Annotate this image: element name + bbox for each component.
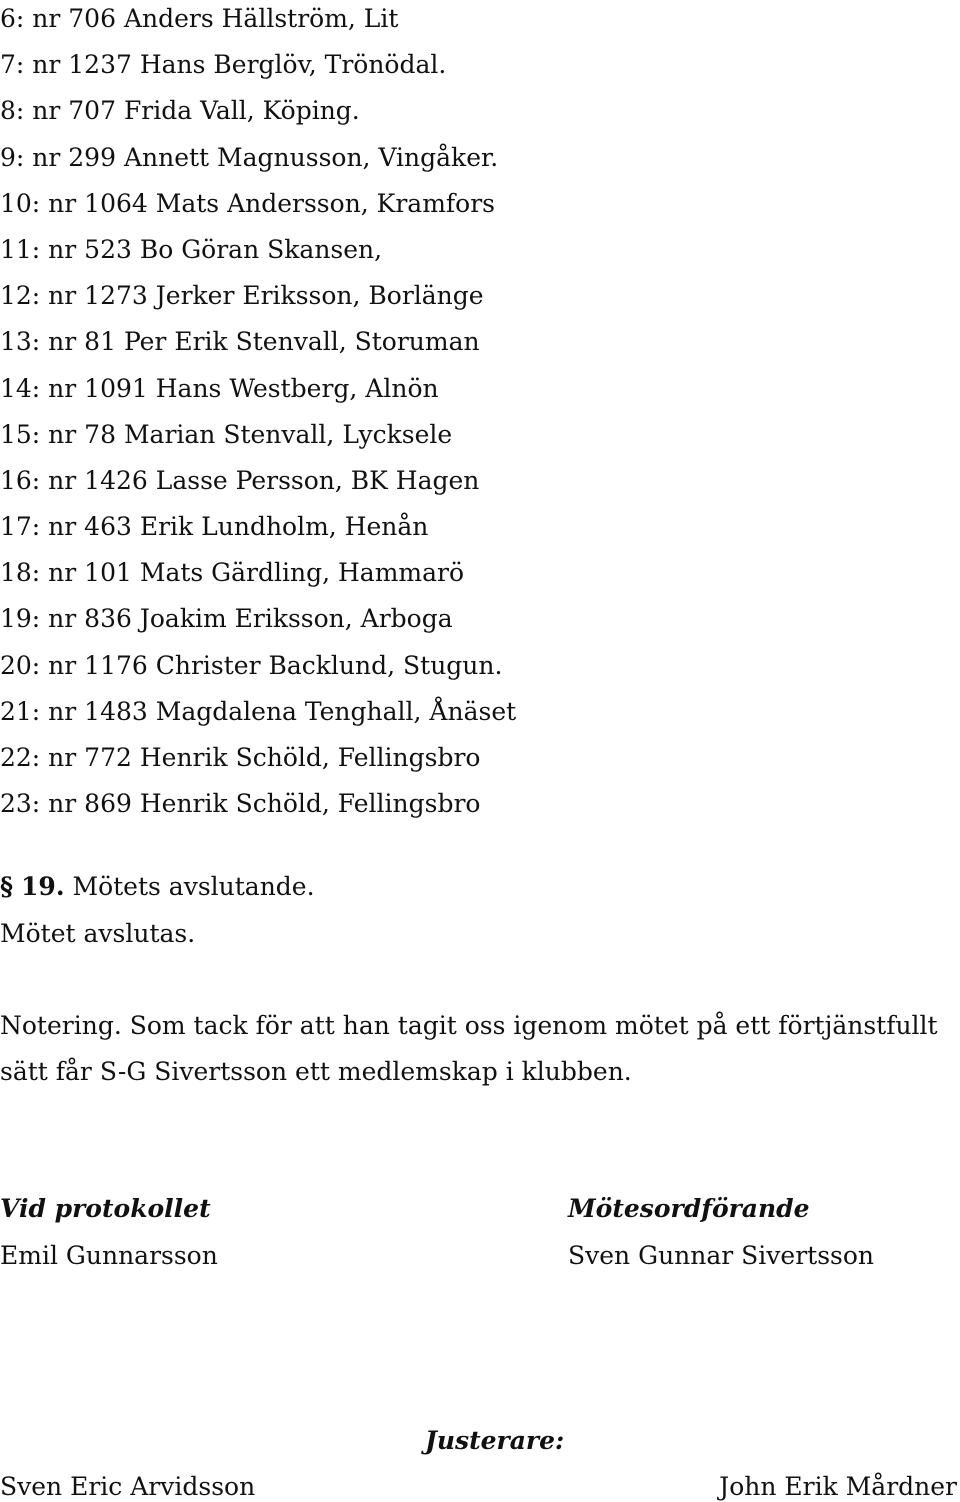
result-row: 23: nr 869 Henrik Schöld, Fellingsbro <box>0 789 481 819</box>
chairman-role: Mötesordförande <box>568 1194 810 1223</box>
section-number: 19. <box>21 872 65 901</box>
adjusters-heading: Justerare: <box>425 1426 565 1455</box>
secretary-role: Vid protokollet <box>0 1194 211 1223</box>
adjuster-right-name: John Erik Mårdner <box>719 1472 957 1501</box>
chairman-name: Sven Gunnar Sivertsson <box>568 1241 875 1270</box>
note-line-1: Notering. Som tack för att han tagit oss igenom mötet på ett förtjänstfullt <box>0 1011 938 1040</box>
result-row: 18: nr 101 Mats Gärdling, Hammarö <box>0 558 465 588</box>
section-symbol: § <box>0 872 14 901</box>
result-row: 9: nr 299 Annett Magnusson, Vingåker. <box>0 142 499 172</box>
result-row: 19: nr 836 Joakim Eriksson, Arboga <box>0 604 453 634</box>
result-row: 12: nr 1273 Jerker Eriksson, Borlänge <box>0 281 484 311</box>
section-heading <box>0 872 315 902</box>
result-row: 8: nr 707 Frida Vall, Köping. <box>0 96 360 126</box>
results-list <box>0 0 516 827</box>
result-row: 21: nr 1483 Magdalena Tenghall, Ånäset <box>0 696 517 726</box>
result-row: 11: nr 523 Bo Göran Skansen, <box>0 234 383 264</box>
result-row: 15: nr 78 Marian Stenvall, Lycksele <box>0 419 453 449</box>
section-text: Mötet avslutas. <box>0 919 196 948</box>
result-row: 20: nr 1176 Christer Backlund, Stugun. <box>0 650 503 680</box>
result-row: 13: nr 81 Per Erik Stenvall, Storuman <box>0 327 480 357</box>
result-row: 10: nr 1064 Mats Andersson, Kramfors <box>0 188 496 218</box>
result-row: 22: nr 772 Henrik Schöld, Fellingsbro <box>0 743 481 772</box>
secretary-name: Emil Gunnarsson <box>0 1241 218 1270</box>
result-row: 7: nr 1237 Hans Berglöv, Trönödal. <box>0 50 447 80</box>
result-row: 6: nr 706 Anders Hällström, Lit <box>0 4 399 33</box>
section-title: Mötets avslutande. <box>72 872 315 901</box>
adjuster-left-name: Sven Eric Arvidsson <box>0 1472 256 1501</box>
result-row: 14: nr 1091 Hans Westberg, Alnön <box>0 373 439 403</box>
note-line-2: sätt får S-G Sivertsson ett medlemskap i klubben. <box>0 1057 632 1086</box>
result-row: 17: nr 463 Erik Lundholm, Henån <box>0 512 429 542</box>
result-row: 16: nr 1426 Lasse Persson, BK Hagen <box>0 465 480 495</box>
